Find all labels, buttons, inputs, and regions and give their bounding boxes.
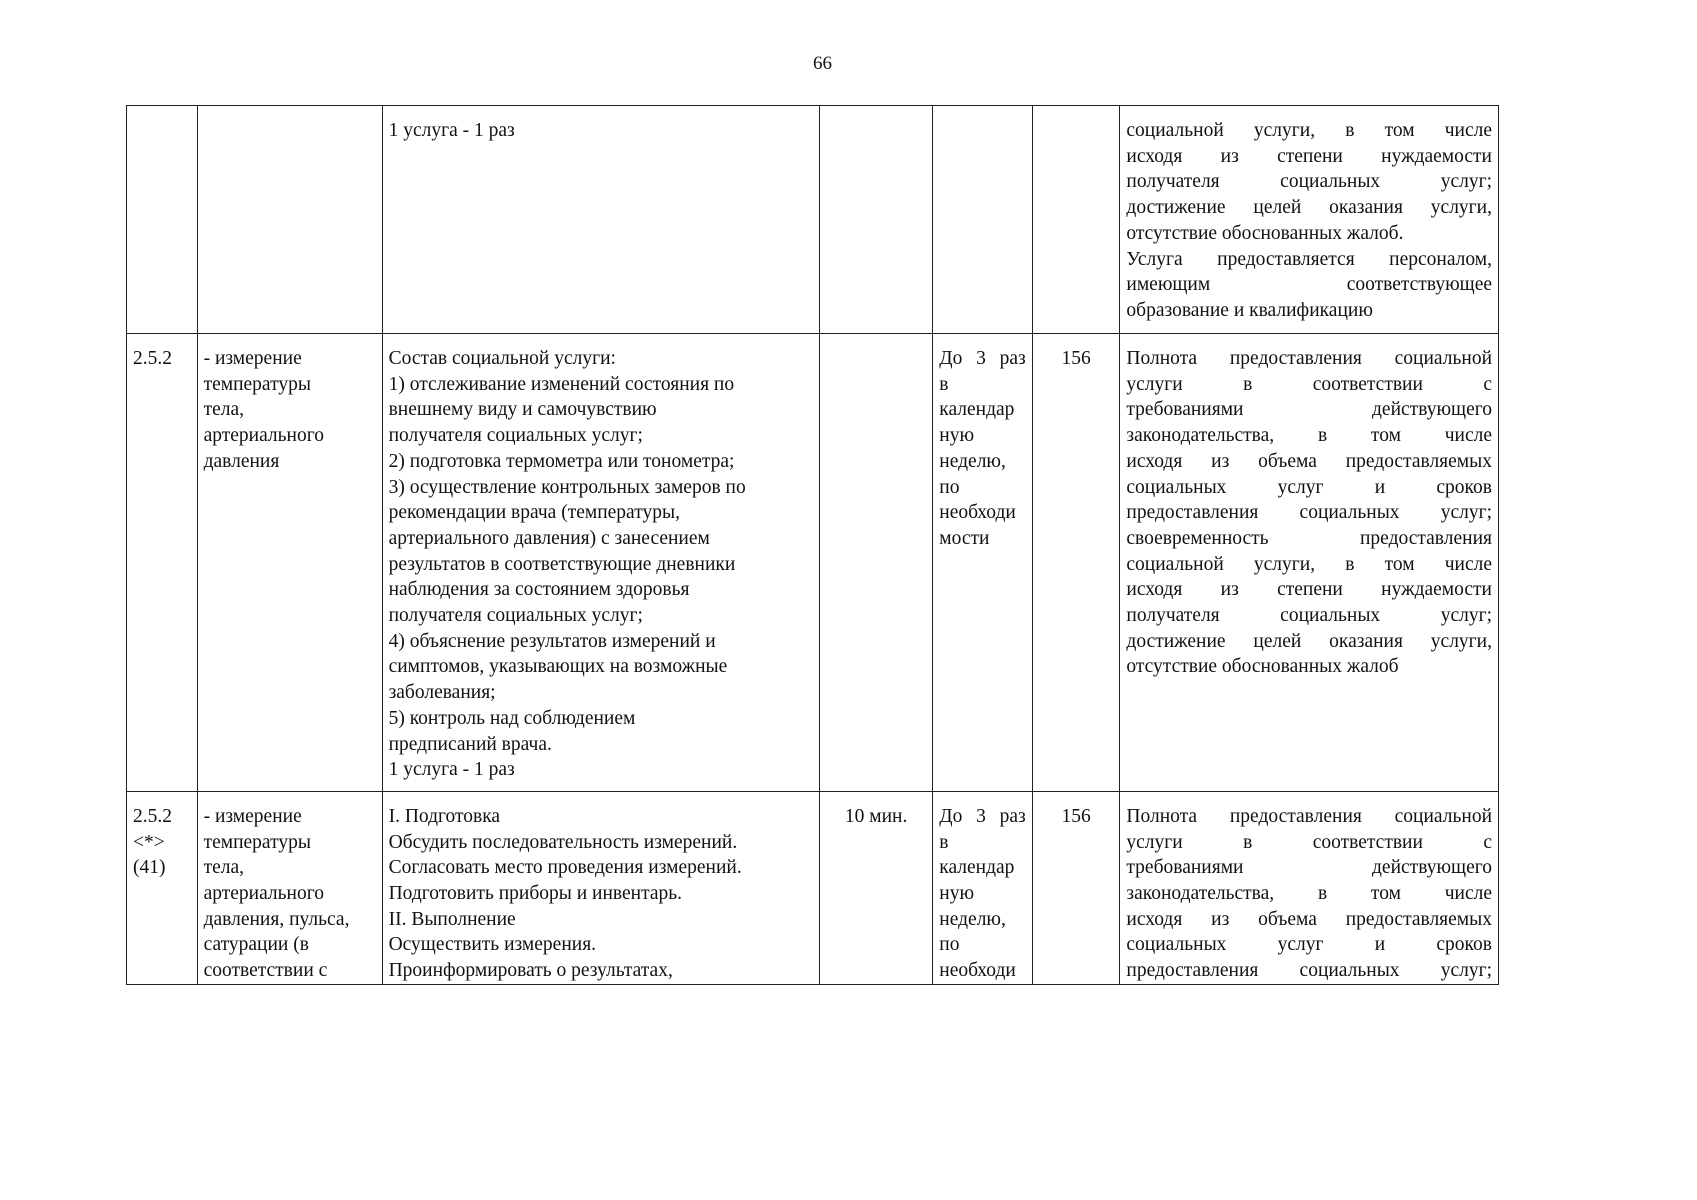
cell-name	[197, 791, 382, 984]
text-line: давления, пульса,	[203, 908, 350, 930]
text-line: Подготовить приборы и инвентарь.	[388, 883, 683, 905]
cell-time	[819, 334, 932, 792]
text-line: результатов в соответствующие дневники	[388, 553, 736, 575]
text-line: 2.5.2	[133, 348, 172, 369]
cell-name	[197, 334, 382, 792]
text-line: симптомов, указывающих на возможные	[388, 656, 728, 678]
text-line: температуры	[203, 373, 311, 395]
text-line: календар	[939, 399, 1015, 421]
text-line: артериального	[203, 883, 324, 905]
cell-periodicity	[933, 334, 1032, 792]
text-line: ную	[939, 425, 975, 447]
text-line: законодательства, в том числе	[1126, 883, 1492, 905]
text-line: 2.5.2	[133, 805, 172, 827]
text-line: отсутствие обоснованных жалоб.	[1126, 222, 1404, 244]
text-line: в	[939, 831, 949, 853]
text-line: требованиями действующего	[1126, 399, 1492, 421]
text-line: <*>	[133, 831, 165, 853]
cell-criteria	[1120, 791, 1499, 984]
text-line: необходи	[939, 502, 1016, 524]
text-line: 2) подготовка термометра или тонометра;	[388, 450, 735, 472]
text-line: отсутствие обоснованных жалоб	[1126, 656, 1399, 678]
cell-criteria	[1120, 334, 1499, 792]
text-line: получателя социальных услуг;	[1126, 171, 1492, 193]
cell-code	[127, 106, 198, 334]
cell-periodicity	[933, 791, 1032, 984]
text-line: 3) осуществление контрольных замеров по	[388, 476, 746, 498]
text-line: Осуществить измерения.	[388, 934, 597, 956]
page-number: 66	[813, 53, 832, 74]
text-line: II. Выполнение	[388, 908, 516, 930]
text-line: ную	[939, 883, 975, 905]
text-line: требованиями действующего	[1126, 857, 1492, 879]
text-line: - измерение	[203, 348, 302, 369]
text-line: образование и квалификацию	[1126, 299, 1373, 321]
text-line: Обсудить последовательность измерений.	[388, 831, 738, 853]
text-line: 4) объяснение результатов измерений и	[388, 630, 716, 652]
text-line: достижение целей оказания услуги,	[1126, 630, 1492, 652]
text-line: получателя социальных услуг;	[388, 605, 643, 627]
text-line: неделю,	[939, 908, 1006, 930]
text-line: получателя социальных услуг;	[1126, 605, 1492, 627]
text-line: тела,	[203, 857, 245, 879]
text-line: исходя из степени нуждаемости	[1126, 145, 1492, 167]
text-line: предписаний врача.	[388, 733, 552, 755]
text-line: До 3 раз	[939, 805, 1026, 827]
text-line: До 3 раз	[939, 348, 1026, 369]
text-line: рекомендации врача (температуры,	[388, 502, 680, 524]
text-line: исходя из объема предоставляемых	[1126, 908, 1492, 930]
text-line: - измерение	[203, 805, 302, 827]
cell-code	[127, 334, 198, 792]
text-line: 1 услуга - 1 раз	[388, 759, 515, 781]
text-line: наблюдения за состоянием здоровья	[388, 579, 690, 601]
text-line: (41)	[133, 857, 166, 879]
text-line: Полнота предоставления социальной	[1126, 805, 1492, 827]
text-line: исходя из объема предоставляемых	[1126, 450, 1492, 472]
text-line: Согласовать место проведения измерений.	[388, 857, 742, 879]
text-line: температуры	[203, 831, 311, 853]
text-line: Состав социальной услуги:	[388, 348, 616, 369]
text-line: социальной услуги, в том числе	[1126, 120, 1492, 141]
cell-periodicity	[933, 106, 1032, 334]
text-line: 1 услуга - 1 раз	[388, 120, 515, 141]
table-row-2-5-2-41	[127, 791, 1499, 984]
text-line: достижение целей оказания услуги,	[1126, 197, 1492, 219]
text-line: сатурации (в	[203, 934, 309, 956]
cell-description	[382, 334, 819, 792]
text-line: артериального	[203, 425, 324, 447]
text-line: предоставления социальных услуг;	[1126, 960, 1492, 982]
services-table	[126, 105, 1499, 985]
text-line: по	[939, 934, 960, 956]
text-line: услуги в соответствии с	[1126, 373, 1492, 395]
text-line: календар	[939, 857, 1015, 879]
table-row-2-5-2	[127, 334, 1499, 792]
text-line: артериального давления) с занесением	[388, 527, 710, 549]
text-line: по	[939, 476, 960, 498]
cell-time: 10 мин.	[819, 791, 932, 984]
text-line: необходи	[939, 960, 1016, 982]
text-line: I. Подготовка	[388, 805, 501, 827]
text-line: законодательства, в том числе	[1126, 425, 1492, 447]
text-line: в	[939, 373, 949, 395]
cell-price: 156	[1032, 334, 1120, 792]
cell-description	[382, 791, 819, 984]
text-line: 5) контроль над соблюдением	[388, 707, 636, 729]
text-line: социальных услуг и сроков	[1126, 934, 1492, 956]
text-line: получателя социальных услуг;	[388, 425, 643, 447]
text-line: своевременность предоставления	[1126, 527, 1492, 549]
text-line: мости	[939, 527, 990, 549]
cell-name	[197, 106, 382, 334]
text-line: социальных услуг и сроков	[1126, 476, 1492, 498]
text-line: тела,	[203, 399, 245, 421]
text-line: неделю,	[939, 450, 1006, 472]
text-line: Проинформировать о результатах,	[388, 960, 673, 982]
table-row-continued	[127, 106, 1499, 334]
text-line: заболевания;	[388, 682, 496, 704]
cell-price	[1032, 106, 1120, 334]
text-line: 1) отслеживание изменений состояния по	[388, 373, 735, 395]
text-line: социальной услуги, в том числе	[1126, 553, 1492, 575]
text-line: давления	[203, 450, 280, 472]
text-line: исходя из степени нуждаемости	[1126, 579, 1492, 601]
cell-code	[127, 791, 198, 984]
text-line: соответствии с	[203, 960, 328, 982]
cell-price: 156	[1032, 791, 1120, 984]
text-line: Услуга предоставляется персоналом,	[1126, 248, 1492, 270]
text-line: Полнота предоставления социальной	[1126, 348, 1492, 369]
cell-criteria	[1120, 106, 1499, 334]
cell-description	[382, 106, 819, 334]
text-line: предоставления социальных услуг;	[1126, 502, 1492, 524]
text-line: услуги в соответствии с	[1126, 831, 1492, 853]
cell-time	[819, 106, 932, 334]
text-line: внешнему виду и самочувствию	[388, 399, 657, 421]
text-line: имеющим соответствующее	[1126, 274, 1492, 296]
